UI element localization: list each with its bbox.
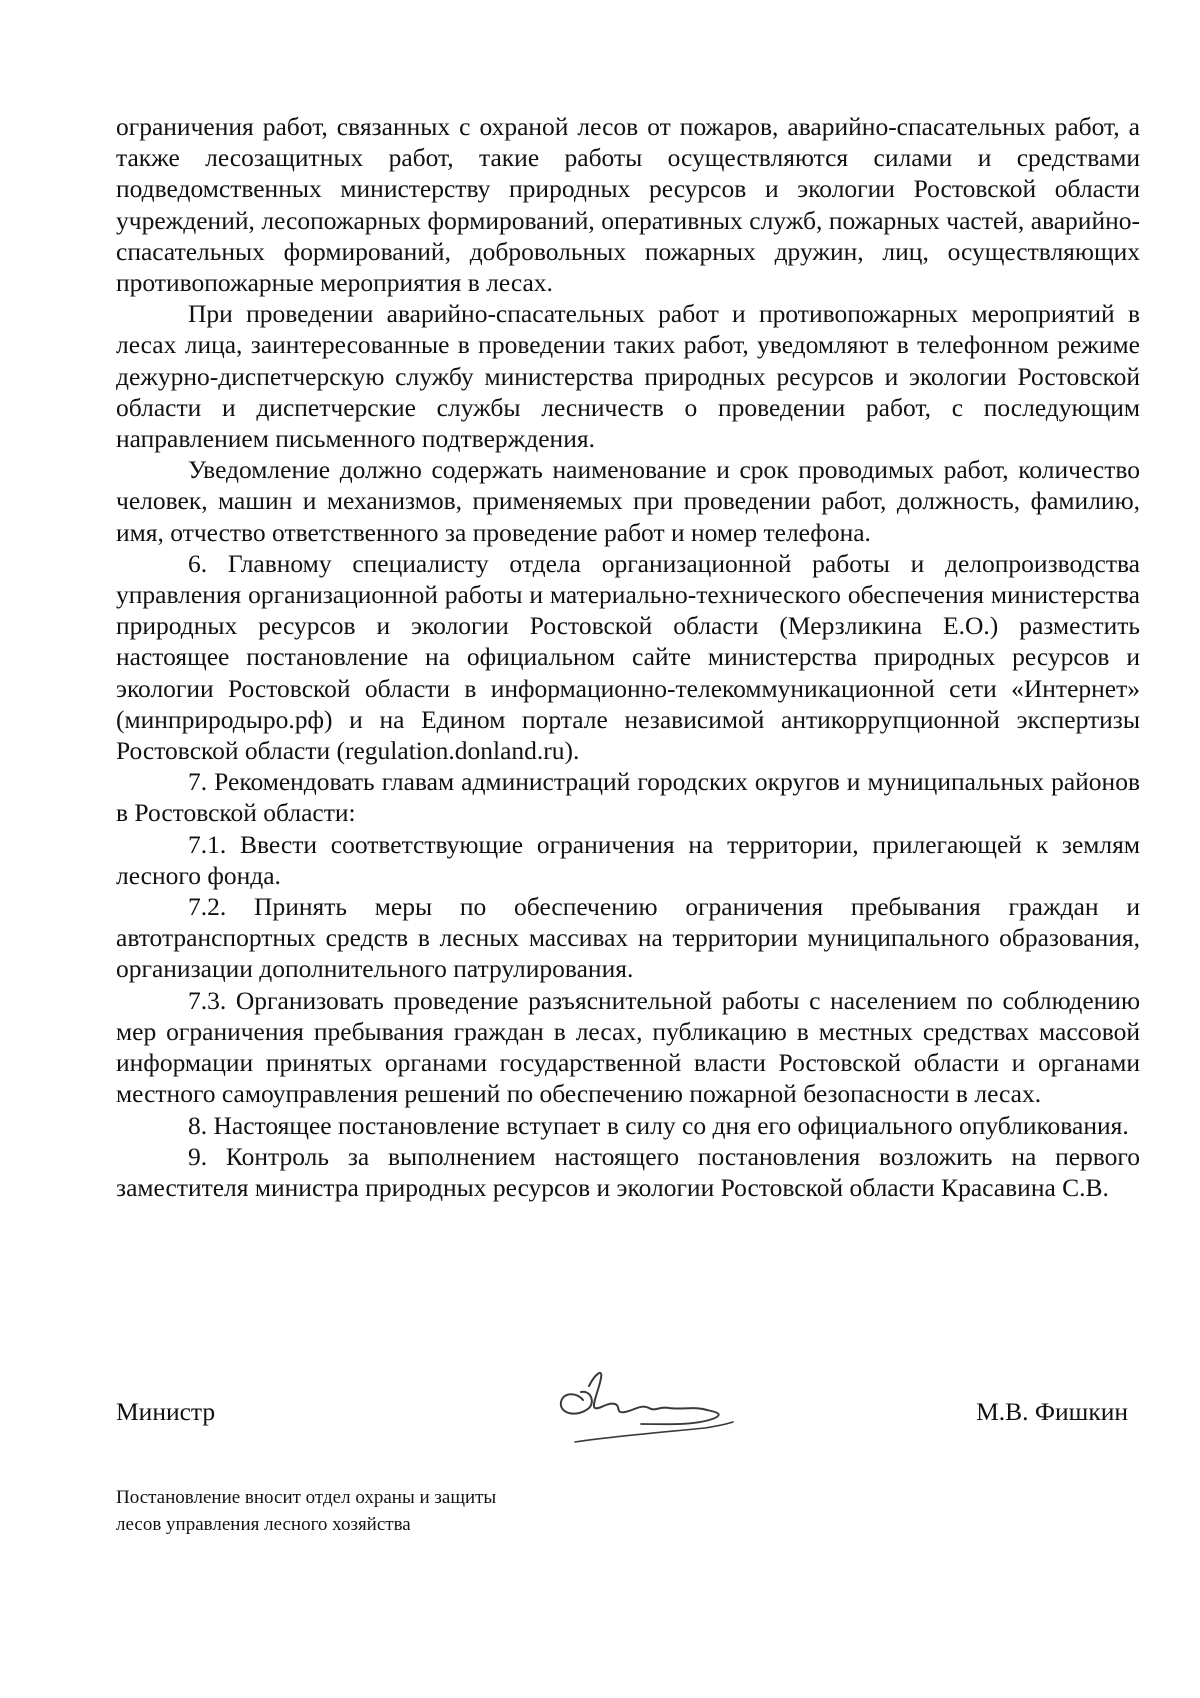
handwritten-signature xyxy=(555,1362,765,1462)
paragraph-item-7-1: 7.1. Ввести соответствующие ограничения на территории, прилегающей к землям лесного фонда. xyxy=(116,829,1140,890)
paragraph-continuation: ограничения работ, связанных с охраной лесов от пожаров, аварийно-спасательных работ, а также лесозащитных работ, такие работы осуществляются силами и средствами подведомственных министерству природных ресурсов и экологии Ростовской области учреждений, лесопожарных формирований, оперативных служб, пожарных частей, аварийно-спасательных формирований, добровольных пожарных дружин, лиц, осуществляющих противопожарные мероприятия в лесах. xyxy=(116,112,1140,298)
paragraph-item-7-3: 7.3. Организовать проведение разъяснительной работы с населением по соблюдению мер ограничения пребывания граждан в лесах, публикацию в местных средствах массовой информации принятых органами государственной власти Ростовской области и органами местного самоуправления решений по обеспечению пожарной безопасности в лесах. xyxy=(116,985,1140,1109)
signatory-title: Министр xyxy=(116,1397,216,1426)
paragraph-notification-content: Уведомление должно содержать наименование и срок проводимых работ, количество человек, машин и механизмов, применяемых при проведении работ, должность, фамилию, имя, отчество ответственного за проведение работ и номер телефона. xyxy=(116,455,1140,547)
paragraph-item-6: 6. Главному специалисту отдела организационной работы и делопроизводства управления организационной работы и материально-технического обеспечения министерства природных ресурсов и экологии Ростовской области (Мерзликина Е.О.) разместить настоящее постановление на официальном сайте министерства природных ресурсов и экологии Ростовской области в информационно-телекоммуникационной сети «Интернет» (минприродыро.рф) и на Едином портале независимой антикоррупционной экспертизы Ростовской области (regulation.donland.ru). xyxy=(116,548,1140,766)
paragraph-item-7: 7. Рекомендовать главам администраций городских округов и муниципальных районов в Ростовской области: xyxy=(116,767,1140,828)
document-body xyxy=(116,111,1140,1203)
paragraph-item-7-2: 7.2. Принять меры по обеспечению ограничения пребывания граждан и автотранспортных средств в лесных массивах на территории муниципального образования, организации дополнительного патрулирования. xyxy=(116,892,1140,984)
signatory-name: М.В. Фишкин xyxy=(976,1397,1128,1426)
footer-line-2: лесов управления лесного хозяйства xyxy=(116,1514,411,1535)
paragraph-item-9: 9. Контроль за выполнением настоящего постановления возложить на первого заместителя министра природных ресурсов и экологии Ростовской области Красавина С.В. xyxy=(116,1141,1140,1202)
paragraph-notification-rules: При проведении аварийно-спасательных работ и противопожарных мероприятий в лесах лица, заинтересованные в проведении таких работ, уведомляют в телефонном режиме дежурно-диспетчерскую службу министерства природных ресурсов и экологии Ростовской области и диспетчерские службы лесничеств о проведении работ, с последующим направлением письменного подтверждения. xyxy=(116,299,1140,454)
paragraph-item-8: 8. Настоящее постановление вступает в силу со дня его официального опубликования. xyxy=(188,1110,1129,1140)
footer-note xyxy=(116,1484,716,1538)
footer-line-1: Постановление вносит отдел охраны и защиты xyxy=(116,1487,497,1508)
